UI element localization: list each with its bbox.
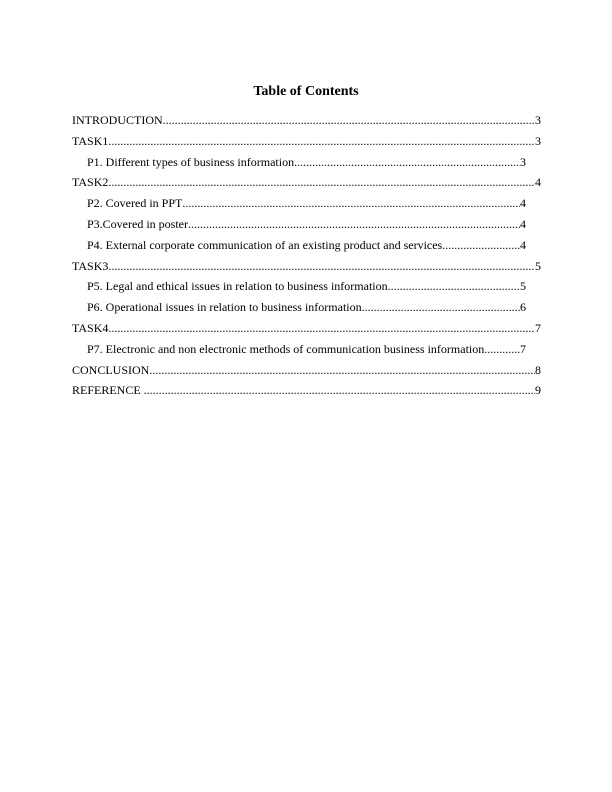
toc-dot-leader — [188, 217, 520, 231]
toc-title: Table of Contents — [253, 84, 359, 99]
toc-entry-p5[interactable] — [72, 279, 526, 300]
toc-dot-leader — [108, 175, 535, 189]
toc-page-number: 4 — [535, 175, 541, 190]
toc-dot-leader — [294, 155, 520, 169]
toc-dot-leader — [484, 342, 520, 356]
toc-entry-label: P5. Legal and ethical issues in relation to business information — [87, 279, 388, 294]
toc-entry-conclusion[interactable] — [72, 363, 541, 384]
toc-entry-label: TASK1 — [72, 133, 109, 148]
toc-dot-leader — [144, 383, 535, 397]
toc-entry-introduction[interactable] — [72, 113, 541, 134]
toc-dot-leader — [182, 196, 520, 210]
toc-page-number: 3 — [535, 133, 541, 148]
toc-dot-leader — [108, 259, 535, 273]
toc-dot-leader — [163, 113, 535, 127]
toc-entry-label: P3.Covered in poster — [87, 216, 188, 231]
toc-entry-p1[interactable] — [72, 155, 526, 176]
toc-entry-label: TASK2 — [72, 175, 109, 190]
toc-entry-label: TASK4 — [72, 320, 109, 335]
toc-page-number: 4 — [520, 237, 526, 252]
toc-page-number: 9 — [535, 383, 541, 398]
toc-dot-leader — [149, 363, 535, 377]
toc-page-number: 3 — [535, 113, 541, 127]
toc-list — [72, 113, 541, 404]
toc-entry-label: P7. Electronic and non electronic methods of communication business information — [87, 341, 485, 356]
toc-entry-label: TASK3 — [72, 258, 109, 273]
toc-page-number: 5 — [520, 279, 526, 294]
toc-entry-task3[interactable] — [72, 259, 541, 280]
toc-entry-p4[interactable] — [72, 238, 526, 259]
toc-entry-task2[interactable] — [72, 175, 541, 196]
toc-entry-label: CONCLUSION — [72, 362, 150, 377]
toc-entry-p3[interactable] — [72, 217, 526, 238]
toc-page-number: 7 — [520, 341, 526, 356]
toc-entry-label: P6. Operational issues in relation to business information — [87, 300, 362, 315]
toc-entry-reference[interactable] — [72, 383, 541, 404]
toc-page-number: 5 — [535, 258, 541, 273]
toc-page-number: 4 — [520, 216, 526, 231]
toc-entry-label: P1. Different types of business information — [87, 154, 295, 169]
toc-page-number: 4 — [520, 196, 526, 211]
toc-entry-task1[interactable] — [72, 134, 541, 155]
toc-page-number: 3 — [520, 154, 526, 169]
toc-page-number: 8 — [535, 362, 541, 377]
toc-page-number: 7 — [535, 320, 541, 335]
toc-entry-label: REFERENCE — [72, 383, 144, 398]
toc-page-number: 6 — [520, 300, 526, 315]
toc-entry-task4[interactable] — [72, 321, 541, 342]
toc-dot-leader — [362, 300, 520, 314]
toc-dot-leader — [108, 321, 535, 335]
toc-entry-label: P2. Covered in PPT — [87, 196, 183, 211]
toc-entry-p2[interactable] — [72, 196, 526, 217]
toc-dot-leader — [108, 134, 535, 148]
toc-dot-leader — [388, 279, 520, 293]
toc-entry-label: INTRODUCTION — [72, 113, 163, 127]
toc-entry-label: P4. External corporate communication of an existing product and services — [87, 237, 443, 252]
toc-dot-leader — [442, 238, 520, 252]
toc-entry-p7[interactable] — [72, 342, 526, 363]
toc-entry-p6[interactable] — [72, 300, 526, 321]
